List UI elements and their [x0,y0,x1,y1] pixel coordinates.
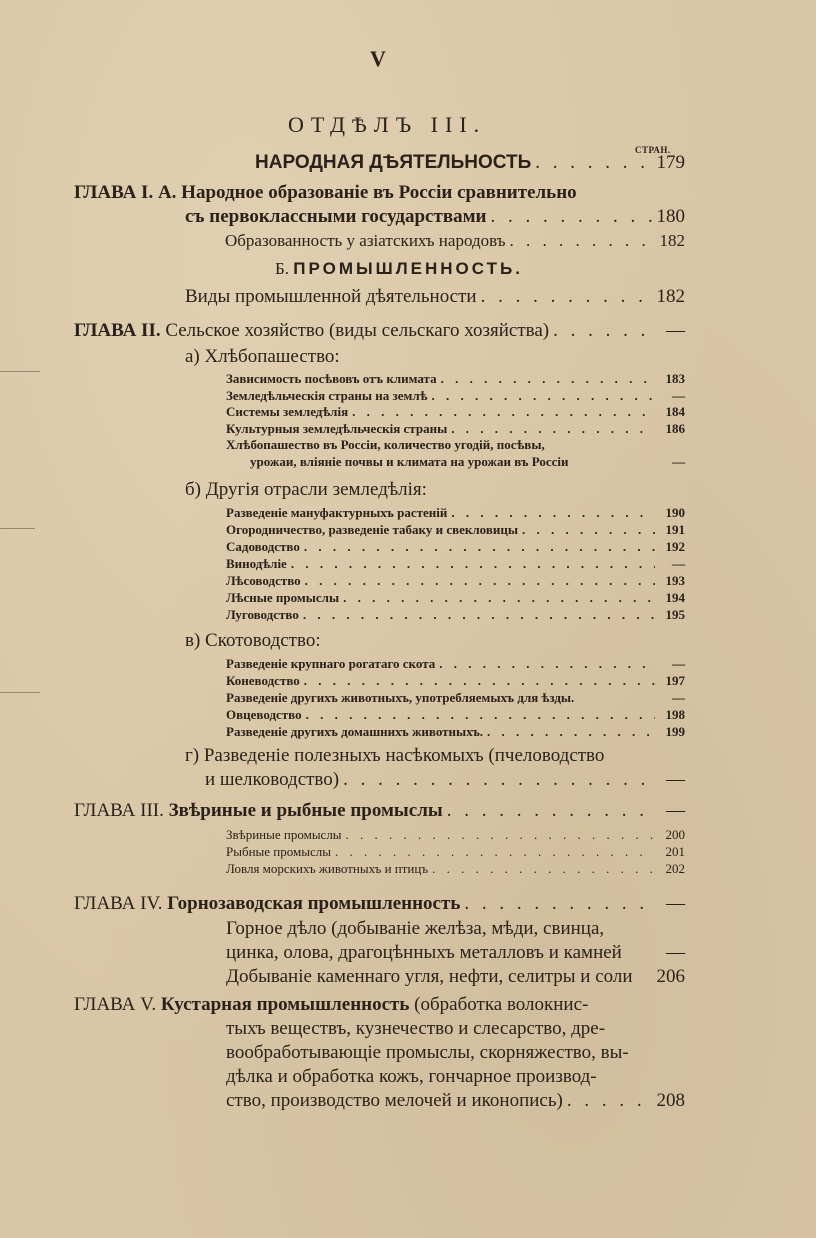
toc-text: Виды промышленной дѣятельности [185,286,477,307]
page-ref: 199 [665,724,685,739]
page-ref: — [666,893,685,914]
toc-row [250,454,685,470]
toc-text: (обработка волокнис- [414,994,589,1015]
toc-text: тыхъ веществъ, кузнечество и слесарство, дре- [226,1018,606,1039]
chapter-3-title [74,800,685,822]
page-number: V [370,46,386,71]
page-ref: 197 [665,673,685,688]
chapter-title: Звѣриные и рыбные промыслы [168,800,443,821]
leader-dots [339,590,655,606]
toc-text: Лѣсоводство [226,573,301,588]
toc-row [226,421,685,437]
toc-text: Разведеніе другихъ домашнихъ животныхъ. [226,724,484,739]
chapter-title: Сельское хозяйство (виды сельскаго хозяйства) [165,320,550,341]
toc-row [226,942,685,964]
leader-dots [435,656,655,672]
toc-row [185,206,685,228]
toc-text: ство, производство мелочей и иконопись) [226,1090,563,1111]
toc-text: съ первоклассными государствами [185,206,487,227]
leader-dots [460,893,655,915]
leader-dots [506,231,656,251]
chapter-5-title [74,994,588,1016]
toc-text: Культурныя земледѣльческія страны [226,421,448,436]
toc-text: вообработывающіе промыслы, скорняжество, вы- [226,1042,629,1063]
chapter-2-title [74,320,685,342]
chapter-label: ГЛАВА III. [74,800,164,821]
toc-row [226,590,685,606]
toc-row [226,404,685,420]
leader-dots [483,724,655,740]
toc-row [225,231,685,251]
leader-dots [437,371,655,387]
toc-text: Коневодство [226,673,300,688]
leader-dots [300,539,655,555]
toc-text: Земледѣльческія страны на землѣ [226,388,428,403]
page-ref: 183 [665,371,685,386]
page-ref: 182 [656,286,685,307]
page-ref: 198 [665,707,685,722]
page-ref: 208 [656,1090,685,1111]
leader-dots [447,421,655,437]
page-ref: 202 [665,861,685,876]
toc-row [226,388,685,404]
leader-dots [331,844,655,860]
section-heading-row [255,152,685,174]
leader-dots [443,800,655,822]
toc-text: Лѣсные промыслы [226,590,340,605]
page-ref: 179 [656,152,685,173]
chapter-label: ГЛАВА II. [74,320,161,341]
toc-row [226,607,685,623]
page-ref: 186 [665,421,685,436]
leader-dots [339,769,655,791]
page-ref: — [672,388,685,403]
edge-mark [0,528,35,529]
leader-dots [300,673,655,689]
toc-text: Луговодство [226,607,299,622]
page-ref: 206 [656,966,685,987]
leader-dots [518,522,655,538]
page-ref: 194 [665,590,685,605]
toc-row [226,690,685,706]
leader-dots [299,607,655,623]
page-column-header: СТРАН. [635,145,671,155]
leader-dots [301,573,655,589]
toc-row [226,827,685,843]
toc-row [226,673,685,689]
toc-row [226,707,685,723]
page-ref: — [666,769,685,790]
toc-row [226,724,685,740]
toc-row [226,966,685,988]
toc-text: цинка, олова, драгоцѣнныхъ металловъ и камней [226,942,622,963]
toc-row [226,505,685,521]
chapter-label: ГЛАВА I. [74,182,154,203]
toc-row [226,371,685,387]
subsection-c: в) Скотоводство: [185,630,321,651]
chapter-title: Кустарная промышленность [160,994,410,1015]
toc-text: Рыбные промыслы [226,844,331,859]
leader-dots [348,404,655,420]
toc-row [226,556,685,572]
edge-mark [0,371,40,372]
section-heading: НАРОДНАЯ ДѢЯТЕЛЬНОСТЬ [255,152,532,173]
toc-text: Системы земледѣлія [226,404,349,419]
toc-text: дѣлка и обработка кожъ, гончарное производ- [226,1066,597,1087]
toc-row [226,844,685,860]
page-ref: 180 [656,206,685,227]
leader-dots [287,556,655,572]
toc-text: Звѣриные промыслы [226,827,342,842]
chapter-label: ГЛАВА IV. [74,893,163,914]
toc-text: Образованность у азіатскихъ народовъ [225,231,506,250]
page-ref: 201 [665,844,685,859]
page-ref: — [666,320,685,341]
toc-text: Винодѣліе [226,556,287,571]
toc-text: Горное дѣло (добываніе желѣза, мѣди, свинца, [226,918,605,939]
toc-text: Зависимость посѣвовъ отъ климата [226,371,437,386]
page-ref: 200 [665,827,685,842]
subsection-a: а) Хлѣбопашество: [185,346,340,367]
chapter-1-title [74,182,577,204]
part-prefix: Б. [275,259,290,278]
page-ref: 195 [665,607,685,622]
toc-row [226,656,685,672]
subsection-d: г) Разведеніе полезныхъ насѣкомыхъ (пчеловодство [185,745,605,766]
leader-dots [486,206,655,228]
page-ref: 190 [665,505,685,520]
section-title: ОТДѢЛЪ III. [288,112,487,137]
page-ref: — [672,454,685,469]
page-ref: — [672,690,685,705]
chapter-4-title [74,893,685,915]
toc-row [185,286,685,308]
leader-dots [427,388,655,404]
leader-dots [477,286,655,308]
toc-row [226,522,685,538]
toc-text: и шелководство) [205,769,340,790]
toc-text: Добываніе каменнаго угля, нефти, селитры и соли [226,966,633,987]
part-title: ПРОМЫШЛЕННОСТЬ. [293,259,523,278]
leader-dots [447,505,655,521]
toc-text: Разведеніе крупнаго рогатаго скота [226,656,436,671]
page-ref: 191 [665,522,685,537]
page-ref: 192 [665,539,685,554]
page-ref: — [666,800,685,821]
toc-row [226,1090,685,1112]
chapter-title: А. Народное образованіе въ Россіи сравнительно [157,182,577,203]
toc-row [205,769,685,791]
page-ref: — [672,656,685,671]
leader-dots [563,1090,655,1112]
chapter-title: Горнозаводская промышленность [167,893,461,914]
subsection-b: б) Другія отрасли земледѣлія: [185,479,427,500]
toc-text: Разведеніе мануфактурныхъ растеній [226,505,448,520]
page-ref: 182 [659,231,685,250]
leader-dots [342,827,655,843]
page-ref: — [666,942,685,963]
toc-row [226,573,685,589]
toc-text: Ловля морскихъ животныхъ и птицъ [226,861,429,876]
page-ref: 193 [665,573,685,588]
toc-text: Хлѣбопашество въ Россіи, количество угодій, посѣвы, [226,437,545,452]
page-ref: — [672,556,685,571]
leader-dots [428,861,655,877]
page-ref: 184 [665,404,685,419]
toc-text: Садоводство [226,539,300,554]
leader-dots [549,320,655,342]
toc-text: Овцеводство [226,707,302,722]
toc-row [226,861,685,877]
chapter-label: ГЛАВА V. [74,994,157,1015]
part-b-heading [275,259,523,279]
edge-mark [0,692,40,693]
leader-dots [302,707,655,723]
toc-row [226,539,685,555]
toc-text: урожаи, вліяніе почвы и климата на урожаи въ Россіи [250,454,569,469]
toc-text: Огородничество, разведеніе табаку и свекловицы [226,522,519,537]
leader-dots [531,152,655,174]
toc-text: Разведеніе другихъ животныхъ, употребляемыхъ для ѣзды. [226,690,575,705]
